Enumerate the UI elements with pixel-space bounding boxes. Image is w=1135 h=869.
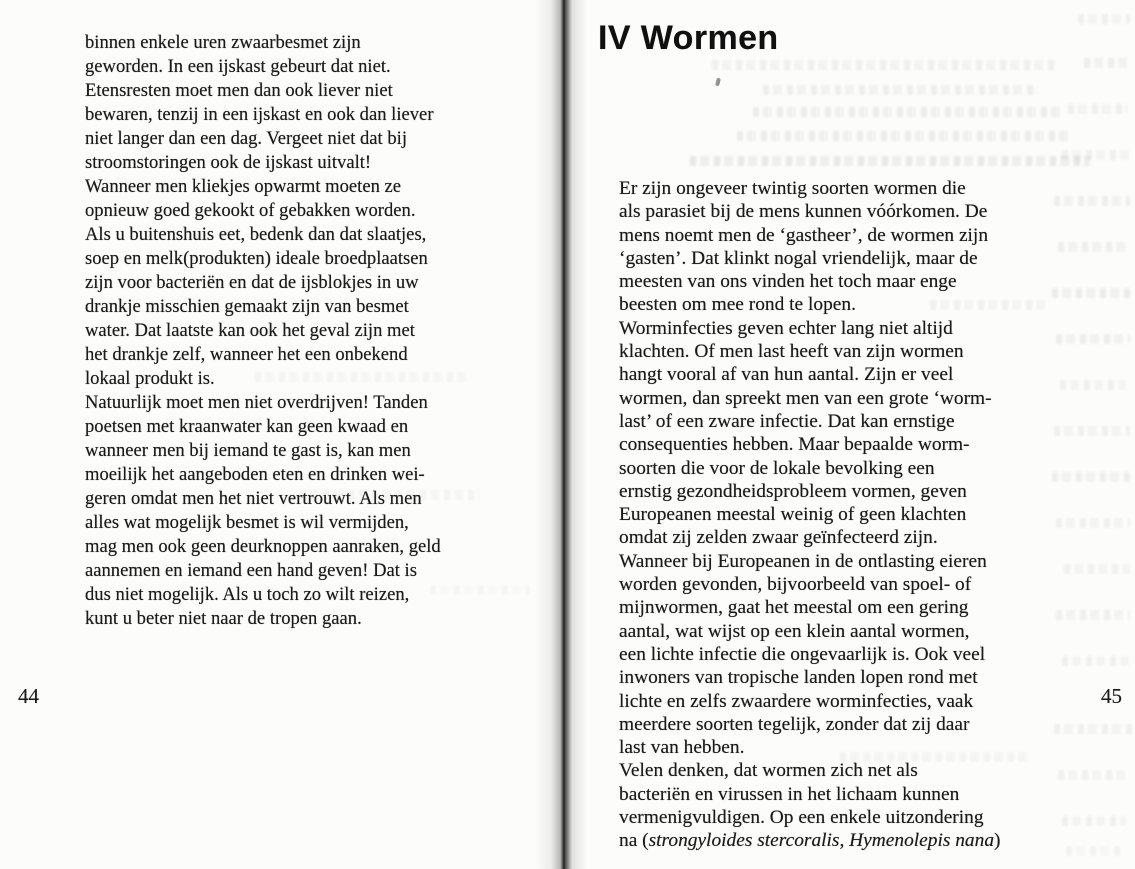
text-line: water. Dat laatste kan ook het geval zijn met bbox=[85, 320, 415, 341]
text-line: een lichte infectie die ongevaarlijk is. Ook veel bbox=[619, 643, 986, 665]
text-line: last’ of een zware infectie. Dat kan ernstige bbox=[619, 410, 955, 432]
text-line: mens noemt men de ‘gastheer’, de wormen zijn bbox=[619, 224, 989, 246]
text-line: poetsen met kraanwater kan geen kwaad en bbox=[85, 416, 409, 437]
text-line: bewaren, tenzij in een ijskast en ook dan liever bbox=[85, 104, 434, 125]
text-line: geren omdat men het niet vertrouwt. Als men bbox=[85, 488, 422, 509]
text-line: mijnwormen, gaat het meestal om een gering bbox=[619, 597, 969, 619]
left-page bbox=[0, 0, 536, 869]
text-line: beesten om mee rond te lopen. bbox=[619, 294, 856, 316]
book-gutter-shadow bbox=[536, 0, 594, 869]
text-line: Worminfecties geven echter lang niet altijd bbox=[619, 317, 953, 339]
text-line: kunt u beter niet naar de tropen gaan. bbox=[85, 608, 362, 629]
text-line: bacteriën en virussen in het lichaam kunnen bbox=[619, 783, 960, 805]
text-line: last van hebben. bbox=[619, 737, 745, 759]
text-line: als parasiet bij de mens kunnen vóórkomen. De bbox=[619, 201, 988, 223]
text-line: binnen enkele uren zwaarbesmet zijn bbox=[85, 32, 361, 53]
text-line: Velen denken, dat wormen zich net als bbox=[619, 760, 918, 782]
text-line: meesten van ons vinden het toch maar enge bbox=[619, 271, 957, 293]
text-line: Natuurlijk moet men niet overdrijven! Tanden bbox=[85, 392, 428, 413]
text-line: worden gevonden, bijvoorbeeld van spoel- of bbox=[619, 574, 972, 596]
text-line: Etensresten moet men dan ook liever niet bbox=[85, 80, 393, 101]
text-line: drankje misschien gemaakt zijn van besmet bbox=[85, 296, 409, 317]
text-line: het drankje zelf, wanneer het een onbekend bbox=[85, 344, 408, 365]
text-line: vermenigvuldigen. Op een enkele uitzondering bbox=[619, 807, 984, 829]
right-page bbox=[594, 0, 1135, 869]
text-line: omdat zij zelden zwaar geïnfecteerd zijn. bbox=[619, 527, 938, 549]
right-page-text bbox=[619, 177, 1000, 853]
text-line: opnieuw goed gekookt of gebakken worden. bbox=[85, 200, 416, 221]
text-line: moeilijk het aangeboden eten en drinken wei- bbox=[85, 464, 425, 485]
text-line: stroomstoringen ook de ijskast uitvalt! bbox=[85, 152, 372, 173]
left-page-number: 44 bbox=[18, 684, 39, 708]
text-line: Als u buitenshuis eet, bedenk dan dat slaatjes, bbox=[85, 224, 427, 245]
left-page-text bbox=[85, 31, 441, 631]
text-line: lokaal produkt is. bbox=[85, 368, 215, 389]
text-line: Er zijn ongeveer twintig soorten wormen die bbox=[619, 178, 966, 199]
text-line: soep en melk(produkten) ideale broedplaatsen bbox=[85, 248, 428, 269]
text-line: geworden. In een ijskast gebeurt dat niet. bbox=[85, 56, 391, 77]
text-line: ernstig gezondheidsprobleem vormen, geven bbox=[619, 480, 967, 502]
text-line: inwoners van tropische landen lopen rond met bbox=[619, 667, 978, 689]
text-line: Wanneer bij Europeanen in de ontlasting eieren bbox=[619, 550, 987, 572]
last-line-prefix: na ( bbox=[619, 830, 649, 852]
text-line: Europeanen meestal weinig of geen klachten bbox=[619, 504, 967, 526]
text-line: consequenties hebben. Maar bepaalde worm- bbox=[619, 434, 970, 456]
text-line: wormen, dan spreekt men van een grote ‘worm- bbox=[619, 387, 992, 409]
right-page-last-line bbox=[619, 829, 1000, 852]
text-line: lichte en zelfs zwaardere worminfecties, vaak bbox=[619, 690, 974, 712]
text-line: klachten. Of men last heeft van zijn wormen bbox=[619, 341, 964, 363]
text-line: meerdere soorten tegelijk, zonder dat zij daar bbox=[619, 713, 970, 735]
text-line: niet langer dan een dag. Vergeet niet dat bij bbox=[85, 128, 408, 149]
text-line: soorten die voor de lokale bevolking een bbox=[619, 457, 935, 479]
text-line: zijn voor bacteriën en dat de ijsblokjes in uw bbox=[85, 272, 419, 293]
text-line: mag men ook geen deurknoppen aanraken, geld bbox=[85, 536, 441, 557]
last-line-suffix: ) bbox=[994, 830, 1001, 852]
text-line: dus niet mogelijk. Als u toch zo wilt reizen, bbox=[85, 584, 410, 605]
right-page-lines bbox=[619, 177, 1000, 829]
text-line: ‘gasten’. Dat klinkt nogal vriendelijk, maar de bbox=[619, 247, 978, 269]
text-line: hangt vooral af van hun aantal. Zijn er veel bbox=[619, 364, 954, 386]
chapter-title: IV Wormen bbox=[598, 19, 779, 57]
text-line: wanneer men bij iemand te gast is, kan men bbox=[85, 440, 411, 461]
text-line: aannemen en iemand een hand geven! Dat is bbox=[85, 560, 417, 581]
last-line-species-italic: strongyloides stercoralis, Hymenolepis nana bbox=[648, 830, 995, 852]
right-page-number: 45 bbox=[1101, 684, 1122, 708]
text-line: aantal, wat wijst op een klein aantal wormen, bbox=[619, 620, 970, 642]
text-line: Wanneer men kliekjes opwarmt moeten ze bbox=[85, 176, 402, 197]
text-line: alles wat mogelijk besmet is wil vermijden, bbox=[85, 512, 409, 533]
